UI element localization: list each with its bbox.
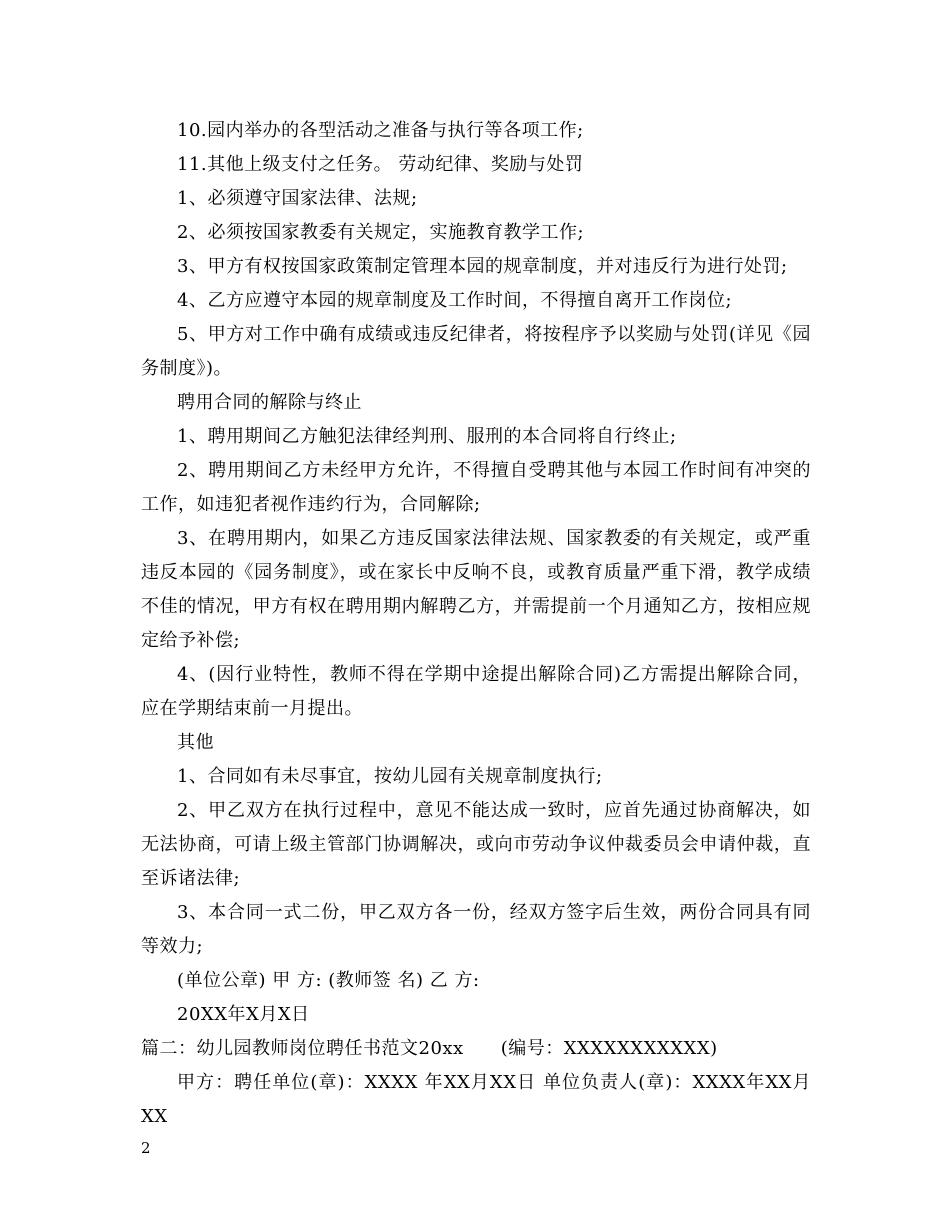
page-number: 2 [141,1139,151,1157]
party-a-line: 甲方：聘任单位(章)：XXXX 年XX月XX日 单位负责人(章)：XXXX年XX月XX [141,1072,811,1127]
section-heading-other: 其他 [177,732,214,753]
paragraph-discipline-4: 4、乙方应遵守本园的规章制度及工作时间，不得擅自离开工作岗位; [177,290,733,311]
paragraph-other-3: 3、本合同一式二份，甲乙双方各一份，经双方签字后生效，两份合同具有同等效力; [141,902,811,957]
paragraph-discipline-1: 1、必须遵守国家法律、法规; [177,188,418,209]
date-line: 20XX年X月X日 [177,1004,310,1025]
article-two-title: 篇二：幼儿园教师岗位聘任书范文20xx (编号：XXXXXXXXXXX) [141,1038,718,1059]
paragraph-discipline-2: 2、必须按国家教委有关规定，实施教育教学工作; [177,222,585,243]
paragraph-termination-4: 4、(因行业特性，教师不得在学期中途提出解除合同)乙方需提出解除合同，应在学期结束前一月提出。 [141,664,811,719]
paragraph-item-11-and-discipline-heading: 11.其他上级支付之任务。 劳动纪律、奖励与处罚 [177,154,584,175]
document-body [141,114,811,1134]
paragraph-termination-3: 3、在聘用期内，如果乙方违反国家法律法规、国家教委的有关规定，或严重违反本园的《园务制度》，或在家长中反响不良，或教育质量严重下滑，教学成绩不佳的情况，甲方有权在聘用期内解聘乙方，并需提前一个月通知乙方，按相应规定给予补偿; [141,528,811,651]
paragraph-other-1: 1、合同如有未尽事宜，按幼儿园有关规章制度执行; [177,766,603,787]
signature-line: (单位公章) 甲 方: (教师签 名) 乙 方: [177,970,480,991]
paragraph-other-2: 2、甲乙双方在执行过程中，意见不能达成一致时，应首先通过协商解决，如无法协商，可请上级主管部门协调解决，或向市劳动争议仲裁委员会申请仲裁，直至诉诸法律; [141,800,811,889]
paragraph-discipline-5: 5、甲方对工作中确有成绩或违反纪律者，将按程序予以奖励与处罚(详见《园务制度》)。 [141,324,811,379]
paragraph-termination-2: 2、聘用期间乙方未经甲方允许，不得擅自受聘其他与本园工作时间有冲突的工作，如违犯者视作违约行为，合同解除; [141,460,811,515]
paragraph-item-10: 10.园内举办的各型活动之准备与执行等各项工作; [177,120,584,141]
section-heading-termination: 聘用合同的解除与终止 [177,392,362,413]
paragraph-termination-1: 1、聘用期间乙方触犯法律经判刑、服刑的本合同将自行终止; [177,426,677,447]
paragraph-discipline-3: 3、甲方有权按国家政策制定管理本园的规章制度，并对违反行为进行处罚; [177,256,788,277]
